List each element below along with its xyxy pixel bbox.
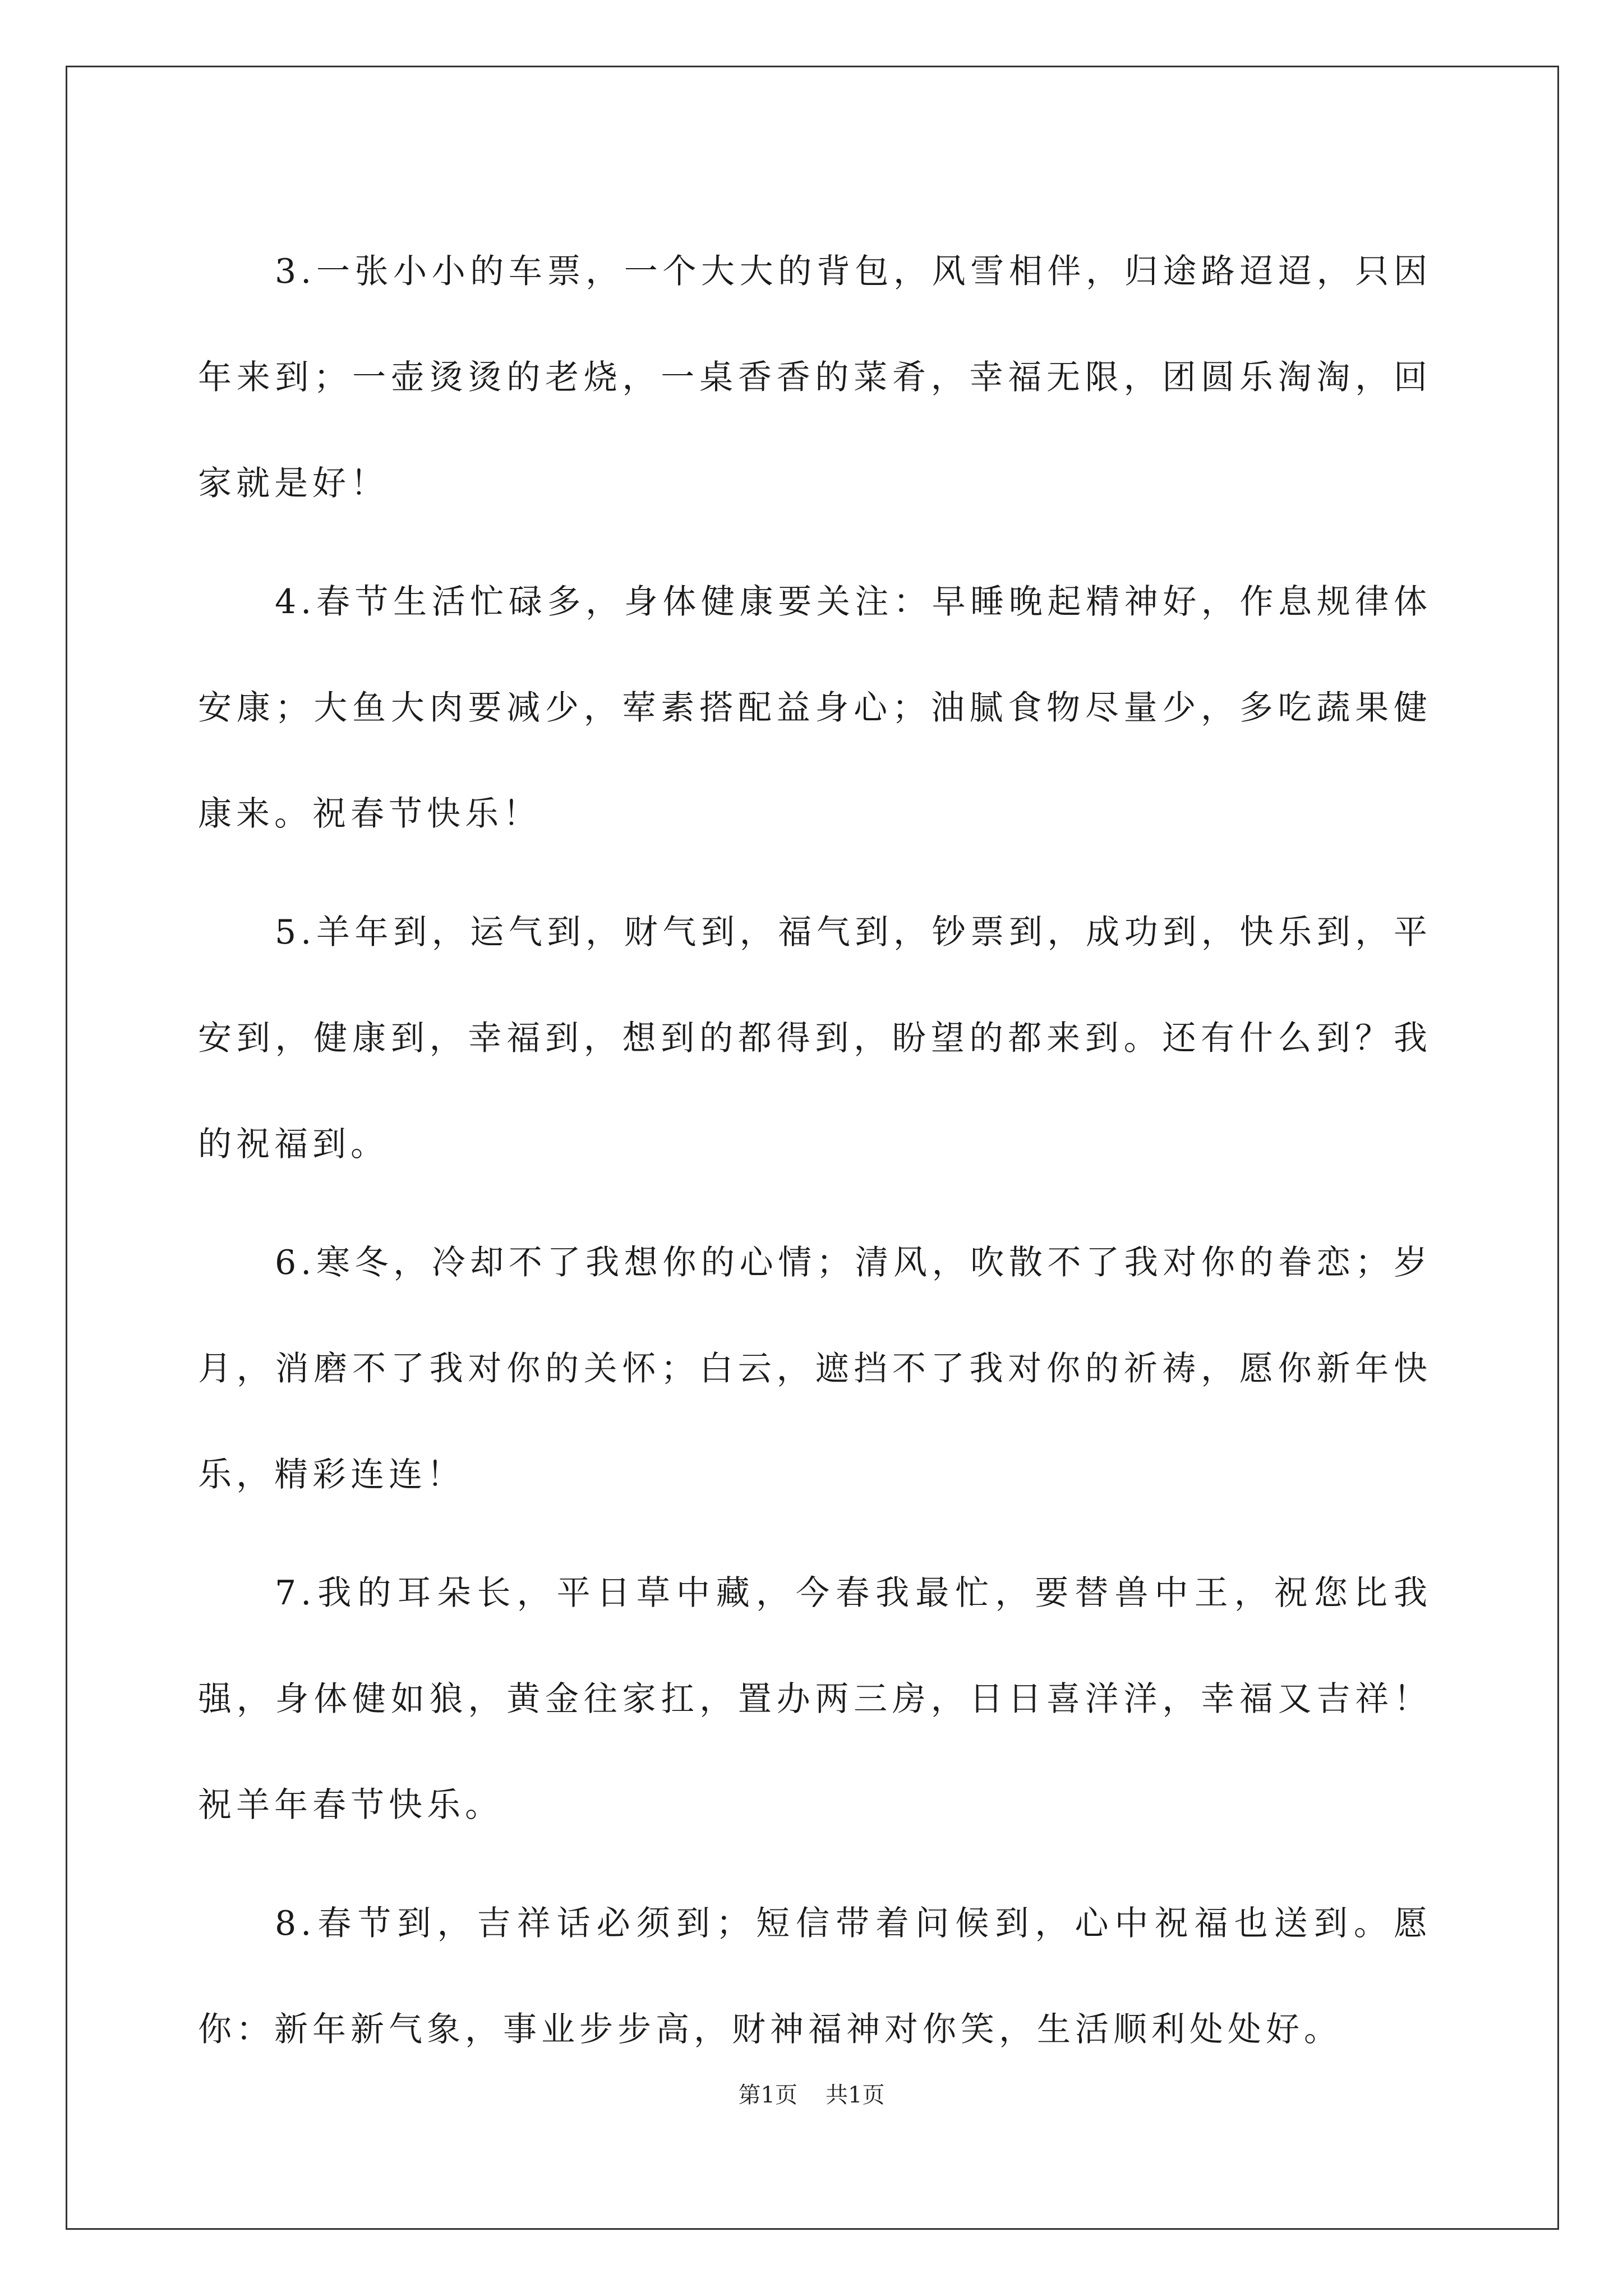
page-total: 共1页 (826, 2082, 885, 2108)
paragraph-7: 7.我的耳朵长，平日草中藏，今春我最忙，要替兽中王，祝您比我强，身体健如狼，黄金往家扛，置办两三房，日日喜洋洋，幸福又吉祥！祝羊年春节快乐。 (198, 1573, 1432, 1825)
document-body (198, 219, 1432, 2095)
page-number: 第1页 (738, 2082, 797, 2108)
paragraph-6: 6.寒冬，冷却不了我想你的心情；清风，吹散不了我对你的眷恋；岁月，消磨不了我对你的关怀；白云，遮挡不了我对你的祈祷，愿你新年快乐，精彩连连！ (198, 1243, 1432, 1494)
paragraph-5: 5.羊年到，运气到，财气到，福气到，钞票到，成功到，快乐到，平安到，健康到，幸福到，想到的都得到，盼望的都来到。还有什么到？我的祝福到。 (198, 913, 1432, 1164)
paragraph-4: 4.春节生活忙碌多，身体健康要关注：早睡晚起精神好，作息规律体安康；大鱼大肉要减少，荤素搭配益身心；油腻食物尽量少，多吃蔬果健康来。祝春节快乐！ (198, 582, 1432, 834)
paragraph-8: 8.春节到，吉祥话必须到；短信带着问候到，心中祝福也送到。愿你：新年新气象，事业步步高，财神福神对你笑，生活顺利处处好。 (198, 1904, 1432, 2049)
page-footer (0, 2078, 1623, 2112)
paragraph-3: 3.一张小小的车票，一个大大的背包，风雪相伴，归途路迢迢，只因年来到；一壶烫烫的老烧，一桌香香的菜肴，幸福无限，团圆乐淘淘，回家就是好！ (198, 252, 1432, 503)
